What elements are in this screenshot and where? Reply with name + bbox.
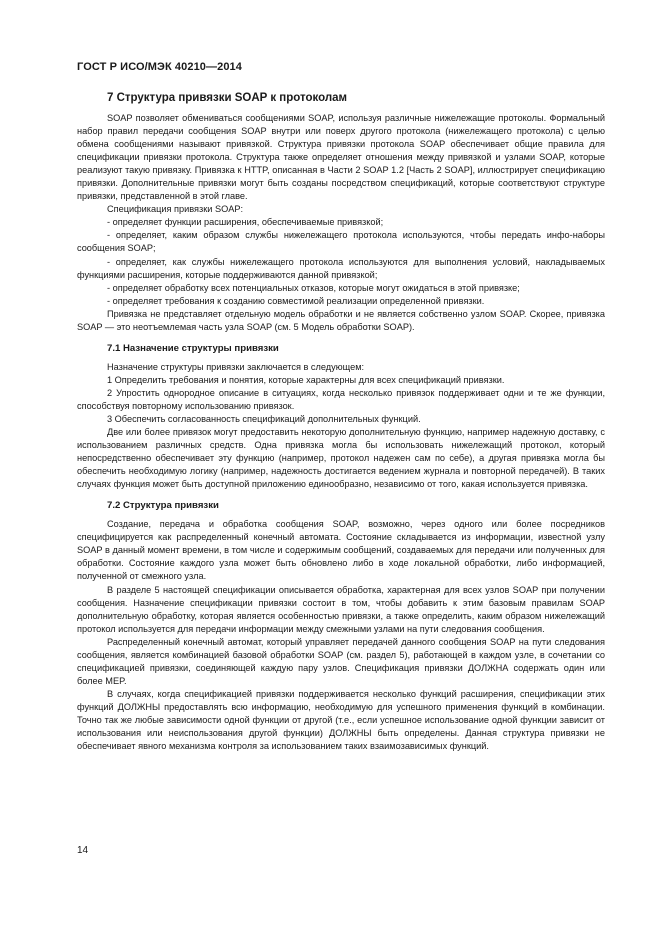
- paragraph: Назначение структуры привязки заключается в следующем:: [107, 361, 365, 372]
- list-item: 3 Обеспечить согласованность спецификаций дополнительных функций.: [107, 413, 421, 424]
- section-7-2-title: 7.2 Структура привязки: [107, 500, 219, 512]
- paragraph: В случаях, когда спецификацией привязки поддерживается несколько функций расширения, спецификации этих функций ДОЛЖНЫ предоставлять всю информацию, необходимую для успешного применения функций в комбинации. Точно так же любые зависимости одной функции от другой (т.е., если успешное использование одной функции зависит от использования или неиспользования другой функции) ДОЛЖНЫ быть определены. Данная структура привязки не обеспечивает явного механизма контроля за использованием таких взаимозависимых функций.: [77, 688, 605, 752]
- paragraph: Создание, передача и обработка сообщения SOAP, возможно, через одного или более посредников специфицируется как распределенный конечный автомата. Состояние складывается из информации, известной узлу SOAP в данный момент времени, в том числе и содержимым сообщений, создаваемых для передачи или полученных для обработки. Состояние каждого узла может быть обновлено либо в ходе локальной обработки, либо информацией, полученной от смежного узла.: [77, 519, 605, 582]
- paragraph: Распределенный конечный автомат, который управляет передачей данного сообщения SOAP на пути следования сообщения, является комбинацией базовой обработки SOAP (см. раздел 5), работающей в каждом узле, в сочетании со спецификацией привязки, соединяющей каждую пару узлов. Спецификация привязки ДОЛЖНА содержать один или более MEP.: [77, 636, 605, 686]
- paragraph: Привязка не представляет отдельную модель обработки и не является собственно узлом SOAP. Скорее, привязка SOAP — это неотъемлемая часть узла SOAP (см. 5 Модель обработки SOAP).: [77, 308, 605, 332]
- list-item: - определяет, каким образом службы нижележащего протокола используются, чтобы передать инфо-наборы сообщения SOAP;: [77, 230, 605, 254]
- section-7-title: 7 Структура привязки SOAP к протоколам: [107, 92, 348, 104]
- paragraph: SOAP позволяет обмениваться сообщениями SOAP, используя различные нижележащие протоколы. Формальный набор правил передачи сообщения SOAP внутри или поверх другого протокола (нижележащего протокола) с целью обмена сообщениями называют привязкой. Структура привязки протокола SOAP обеспечивает общие правила для спецификации привязки протокола. Структура также определяет отношения между привязкой и узлами SOAP, которые реализуют такую привязку. Привязка к HTTP, описанная в Части 2 SOAP 1.2 [Часть 2 SOAP], иллюстрирует спецификацию привязки. Дополнительные привязки могут быть созданы посредством спецификаций, которые соответствуют структуре привязки, представленной в этой главе.: [77, 113, 605, 202]
- list-item: 1 Определить требования и понятия, которые характерны для всех спецификаций привязки.: [107, 374, 505, 385]
- list-item: - определяет обработку всех потенциальных отказов, которые могут ожидаться в этой привязке;: [107, 282, 520, 293]
- page-number: 14: [77, 845, 89, 856]
- list-item: - определяет, как службы нижележащего протокола используются для выполнения условий, накладываемых функциями расширения, которые поддерживаются данной привязкой;: [77, 256, 605, 280]
- section-7-1-title: 7.1 Назначение структуры привязки: [107, 342, 279, 354]
- paragraph: Две или более привязок могут предоставить некоторую дополнительную функцию, например надежную доставку, с использованием различных средств. Одна привязка могла бы использовать нижележащий протокол, который непосредственно обеспечивает эту функцию (например, протокол надежен сам по себе), а другая привязка могла бы обеспечить необходимую логику (например, надежность достигается ведением журнала и повторной передачей). В таких случаях функция может быть доступной приложению единообразно, независимо от того, какая используется привязка.: [77, 427, 605, 490]
- list-item: 2 Упростить однородное описание в ситуациях, когда несколько привязок поддерживает одни и те же функции, способствуя повторному использованию привязок.: [77, 387, 605, 411]
- list-item: - определяет требования к созданию совместимой реализации определенной привязки.: [107, 295, 485, 306]
- page-content: [77, 91, 605, 753]
- paragraph: В разделе 5 настоящей спецификации описывается обработка, характерная для всех узлов SOAP при получении сообщения. Назначение спецификации привязки состоит в том, чтобы добавить к этим базовым правилам SOAP дополнительную обработку, которая является особенностью привязки, а также определить, каким образом нижележащий протокол используется для передачи информации между смежными узлами на пути следования сообщения.: [77, 584, 605, 634]
- paragraph: Спецификация привязки SOAP:: [107, 204, 244, 215]
- document-header: ГОСТ Р ИСО/МЭК 40210—2014: [77, 61, 242, 73]
- list-item: - определяет функции расширения, обеспечиваемые привязкой;: [107, 217, 384, 228]
